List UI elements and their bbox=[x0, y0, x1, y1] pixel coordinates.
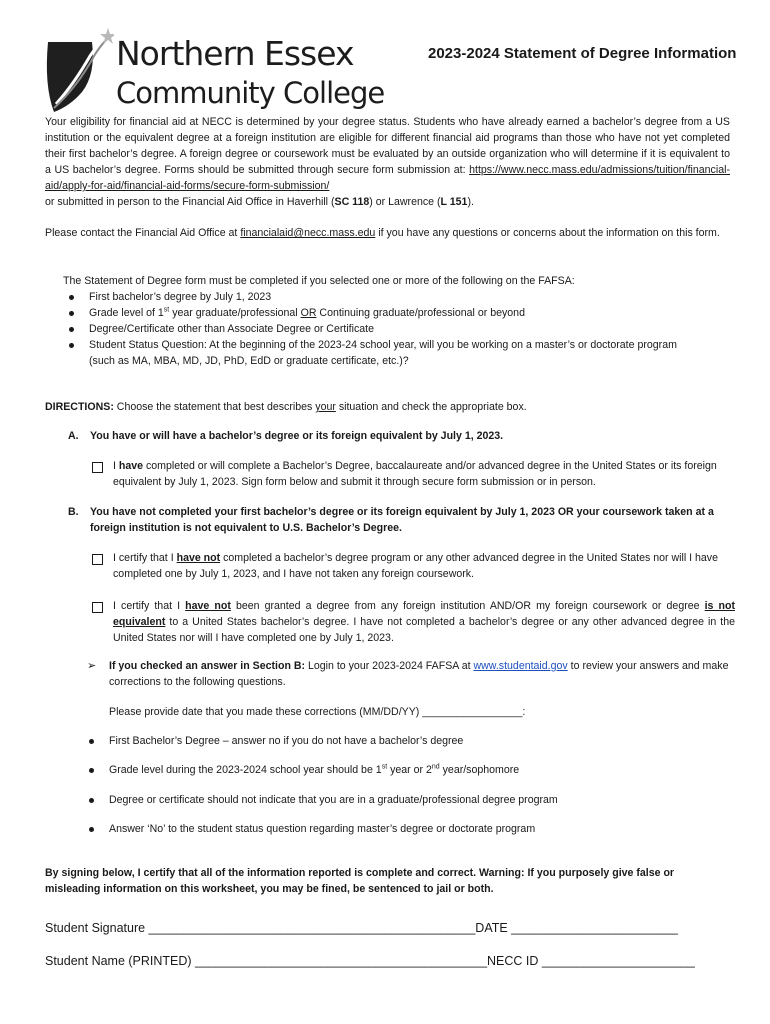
student-signature-line[interactable]: Student Signature _______________________________________________DATE ________________________ bbox=[45, 921, 679, 935]
contact-paragraph: Please contact the Financial Aid Office at financialaid@necc.mass.edu if you have any questions or concerns about the information on this form. bbox=[45, 227, 720, 239]
section-b-heading: You have not completed your first bachelor’s degree or its foreign equivalent by July 1, 2023 OR your coursework taken at a foreign institution is not equivalent to U.S. Bachelor’s Degree. bbox=[90, 506, 714, 534]
arrow-bullet-icon: ➢ bbox=[87, 660, 97, 672]
list-item: First bachelor’s degree by July 1, 2023 bbox=[62, 289, 733, 305]
section-b-option-1-text: I certify that I have not completed a bachelor’s degree program or any other advanced degree in the United States nor will I have completed one by July 1, 2023, and I have not taken any foreign coursework. bbox=[113, 552, 718, 580]
correction-list bbox=[82, 792, 732, 808]
directions: DIRECTIONS: Choose the statement that best describes your situation and check the appropriate box. bbox=[45, 401, 527, 413]
section-b-checkbox-1[interactable] bbox=[92, 554, 103, 565]
secure-form-link[interactable]: https://www.necc.mass.edu/admissions/tuition/financial-aid/apply-for-aid/financial-aid-forms/secure-form-submission/ bbox=[45, 164, 730, 192]
financial-aid-email-link[interactable]: financialaid@necc.mass.edu bbox=[240, 227, 376, 239]
intro-paragraph: Your eligibility for financial aid at NECC is determined by your degree status. Students who have already earned a bachelor’s degree from a US institution or the equivalent degree at a foreign institution are eligible for different financial aid programs than those who have not yet completed their first bachelor’s degree. A foreign degree or coursework must be evaluated by an outside organization who will determine if it is equivalent to a US bachelor’s degree. Forms should be submitted through secure form submission at: https://www.necc.mass.edu/admissions/tuition/financial-aid/apply-for-aid/financial-aid-forms/secure-form-submission/ or submitted in person to the Financial Aid Office in Haverhill (SC 118) or Lawrence (L 151). bbox=[45, 116, 730, 208]
requirement-list bbox=[62, 289, 733, 369]
college-logo bbox=[44, 26, 385, 116]
section-a-option-text: I have completed or will complete a Bachelor’s Degree, baccalaureate and/or advanced degree in the United States or its foreign equivalent by July 1, 2023. Sign form below and submit it through secure form submission or in person. bbox=[113, 460, 717, 488]
list-item: Student Status Question: At the beginning of the 2023-24 school year, will you be working on a master’s or doctorate program (such as MA, MBA, MD, JD, PhD, EdD or graduate certificate, etc.)? bbox=[62, 337, 689, 369]
section-a-heading: You have or will have a bachelor’s degree or its foreign equivalent by July 1, 2023. bbox=[90, 430, 504, 442]
certification-statement: By signing below, I certify that all of the information reported is complete and correct. Warning: If you purposely give false or misleading information on this worksheet, you may be fined, be sentenced to jail or both. bbox=[45, 867, 675, 895]
section-b-option-2-text: I certify that I have not been granted a degree from any foreign institution AND/OR my foreign coursework or degree is not equivalent to a United States bachelor’s degree. I have not completed a bachelor’s degree or any other advanced degree in the United States nor will I have completed one by July 1, 2023. bbox=[113, 600, 735, 644]
section-b-checkbox-2[interactable] bbox=[92, 602, 103, 613]
correction-list bbox=[82, 733, 732, 749]
requirement-section bbox=[63, 273, 733, 369]
correction-list bbox=[82, 762, 732, 778]
list-item: Degree/Certificate other than Associate Degree or Certificate bbox=[62, 321, 733, 337]
section-a-checkbox[interactable] bbox=[92, 462, 103, 473]
correction-list bbox=[82, 821, 732, 837]
studentaid-link[interactable]: www.studentaid.gov bbox=[473, 660, 568, 672]
list-item: Answer ‘No’ to the student status question regarding master’s degree or doctorate program bbox=[82, 821, 732, 837]
document-title: 2023-2024 Statement of Degree Information bbox=[428, 45, 737, 62]
requirement-lead: The Statement of Degree form must be completed if you selected one or more of the following on the FAFSA: bbox=[63, 275, 575, 287]
section-b-followup: If you checked an answer in Section B: Login to your 2023-2024 FAFSA at www.studentaid.gov to review your answers and make corrections to the following questions. bbox=[109, 660, 729, 688]
list-item: Degree or certificate should not indicate that you are in a graduate/professional degree program bbox=[82, 792, 732, 808]
list-item: First Bachelor’s Degree – answer no if you do not have a bachelor’s degree bbox=[82, 733, 732, 749]
logo-name-line2: Community College bbox=[116, 76, 385, 110]
logo-name-line1: Northern Essex bbox=[116, 34, 354, 73]
intro-text: Your eligibility for financial aid at NECC is determined by your degree status. Students who have already earned a bachelor’s degree from a US institution or the equivalent degree at a foreign institution are eligible for different financial aid programs than those who have not yet completed their first bachelor’s degree. A foreign degree or coursework must be evaluated by an outside organization who will determine if it is equivalent to a US bachelor’s degree. Forms should be submitted through secure form submission at: bbox=[45, 116, 730, 176]
college-shield-icon bbox=[44, 26, 114, 116]
correction-date-prompt: Please provide date that you made these corrections (MM/DD/YY) _________________: bbox=[109, 706, 526, 718]
section-a-letter: A. bbox=[68, 430, 79, 442]
list-item: Grade level during the 2023-2024 school year should be 1st year or 2nd year/sophomore bbox=[82, 762, 732, 778]
student-name-line[interactable]: Student Name (PRINTED) __________________________________________NECC ID ______________________ bbox=[45, 954, 695, 968]
list-item: Grade level of 1st year graduate/professional OR Continuing graduate/professional or beyond bbox=[62, 305, 733, 321]
section-b-letter: B. bbox=[68, 506, 79, 518]
